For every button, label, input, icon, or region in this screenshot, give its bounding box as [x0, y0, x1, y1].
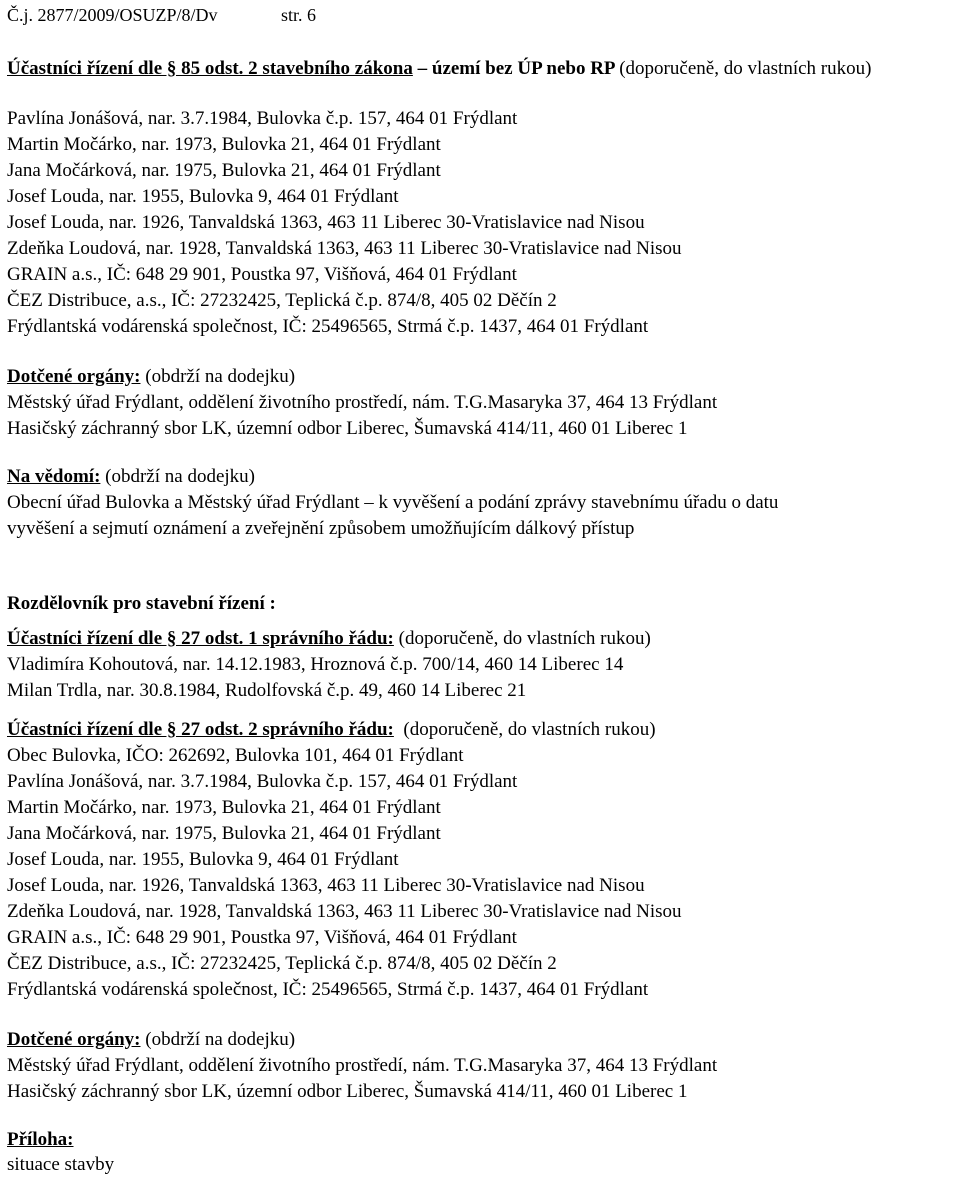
paragraph-line: Obecní úřad Bulovka a Městský úřad Frýdlant – k vyvěšení a podání zprávy stavebnímu úřadu o datu: [7, 492, 779, 513]
list-item: GRAIN a.s., IČ: 648 29 901, Poustka 97, Višňová, 464 01 Frýdlant: [7, 264, 517, 285]
section-heading-attachment: Příloha:: [7, 1129, 74, 1150]
list-item: Josef Louda, nar. 1955, Bulovka 9, 464 01 Frýdlant: [7, 186, 399, 207]
list-item: Hasičský záchranný sbor LK, územní odbor Liberec, Šumavská 414/11, 460 01 Liberec 1: [7, 1081, 688, 1102]
list-item: Obec Bulovka, IČO: 262692, Bulovka 101, 464 01 Frýdlant: [7, 745, 464, 766]
list-item: Vladimíra Kohoutová, nar. 14.12.1983, Hroznová č.p. 700/14, 460 14 Liberec 14: [7, 654, 624, 675]
list-item: Jana Močárková, nar. 1975, Bulovka 21, 464 01 Frýdlant: [7, 823, 441, 844]
list-item: GRAIN a.s., IČ: 648 29 901, Poustka 97, Višňová, 464 01 Frýdlant: [7, 927, 517, 948]
list-item: Pavlína Jonášová, nar. 3.7.1984, Bulovka č.p. 157, 464 01 Frýdlant: [7, 771, 518, 792]
list-item: situace stavby: [7, 1154, 115, 1175]
list-item: Josef Louda, nar. 1926, Tanvaldská 1363, 463 11 Liberec 30-Vratislavice nad Nisou: [7, 212, 645, 233]
section-heading-distribution-list: Rozdělovník pro stavební řízení :: [7, 593, 276, 614]
list-item: ČEZ Distribuce, a.s., IČ: 27232425, Teplická č.p. 874/8, 405 02 Děčín 2: [7, 953, 557, 974]
section-heading-participants-27-2: Účastníci řízení dle § 27 odst. 2 správního řádu: (doporučeně, do vlastních rukou): [7, 719, 656, 740]
list-item: Pavlína Jonášová, nar. 3.7.1984, Bulovka č.p. 157, 464 01 Frýdlant: [7, 108, 518, 129]
list-item: Zdeňka Loudová, nar. 1928, Tanvaldská 1363, 463 11 Liberec 30-Vratislavice nad Nisou: [7, 238, 682, 259]
list-item: Josef Louda, nar. 1955, Bulovka 9, 464 01 Frýdlant: [7, 849, 399, 870]
list-item: Martin Močárko, nar. 1973, Bulovka 21, 464 01 Frýdlant: [7, 134, 441, 155]
paragraph-line: vyvěšení a sejmutí oznámení a zveřejnění způsobem umožňujícím dálkový přístup: [7, 518, 635, 539]
list-item: Městský úřad Frýdlant, oddělení životního prostředí, nám. T.G.Masaryka 37, 464 13 Frýdlant: [7, 392, 718, 413]
section-heading-participants-85: Účastníci řízení dle § 85 odst. 2 stavebního zákona – území bez ÚP nebo RP (doporučeně, do vlastních rukou): [7, 58, 872, 79]
list-item: ČEZ Distribuce, a.s., IČ: 27232425, Teplická č.p. 874/8, 405 02 Děčín 2: [7, 290, 557, 311]
page-header: [7, 4, 952, 30]
section-heading-participants-27-1: Účastníci řízení dle § 27 odst. 1 správního řádu: (doporučeně, do vlastních rukou): [7, 628, 651, 649]
list-item: Jana Močárková, nar. 1975, Bulovka 21, 464 01 Frýdlant: [7, 160, 441, 181]
list-item: Milan Trdla, nar. 30.8.1984, Rudolfovská č.p. 49, 460 14 Liberec 21: [7, 680, 527, 701]
list-item: Městský úřad Frýdlant, oddělení životního prostředí, nám. T.G.Masaryka 37, 464 13 Frýdlant: [7, 1055, 718, 1076]
list-item: Josef Louda, nar. 1926, Tanvaldská 1363, 463 11 Liberec 30-Vratislavice nad Nisou: [7, 875, 645, 896]
list-item: Frýdlantská vodárenská společnost, IČ: 25496565, Strmá č.p. 1437, 464 01 Frýdlant: [7, 979, 649, 1000]
section-heading-authorities-2: Dotčené orgány: (obdrží na dodejku): [7, 1029, 296, 1050]
reference-number: Č.j. 2877/2009/OSUZP/8/Dv: [7, 5, 218, 25]
list-item: Zdeňka Loudová, nar. 1928, Tanvaldská 1363, 463 11 Liberec 30-Vratislavice nad Nisou: [7, 901, 682, 922]
section-heading-for-information: Na vědomí: (obdrží na dodejku): [7, 466, 255, 487]
list-item: Hasičský záchranný sbor LK, územní odbor Liberec, Šumavská 414/11, 460 01 Liberec 1: [7, 418, 688, 439]
list-item: Martin Močárko, nar. 1973, Bulovka 21, 464 01 Frýdlant: [7, 797, 441, 818]
list-item: Frýdlantská vodárenská společnost, IČ: 25496565, Strmá č.p. 1437, 464 01 Frýdlant: [7, 316, 649, 337]
section-heading-authorities: Dotčené orgány: (obdrží na dodejku): [7, 366, 296, 387]
page-number: str. 6: [281, 5, 317, 25]
